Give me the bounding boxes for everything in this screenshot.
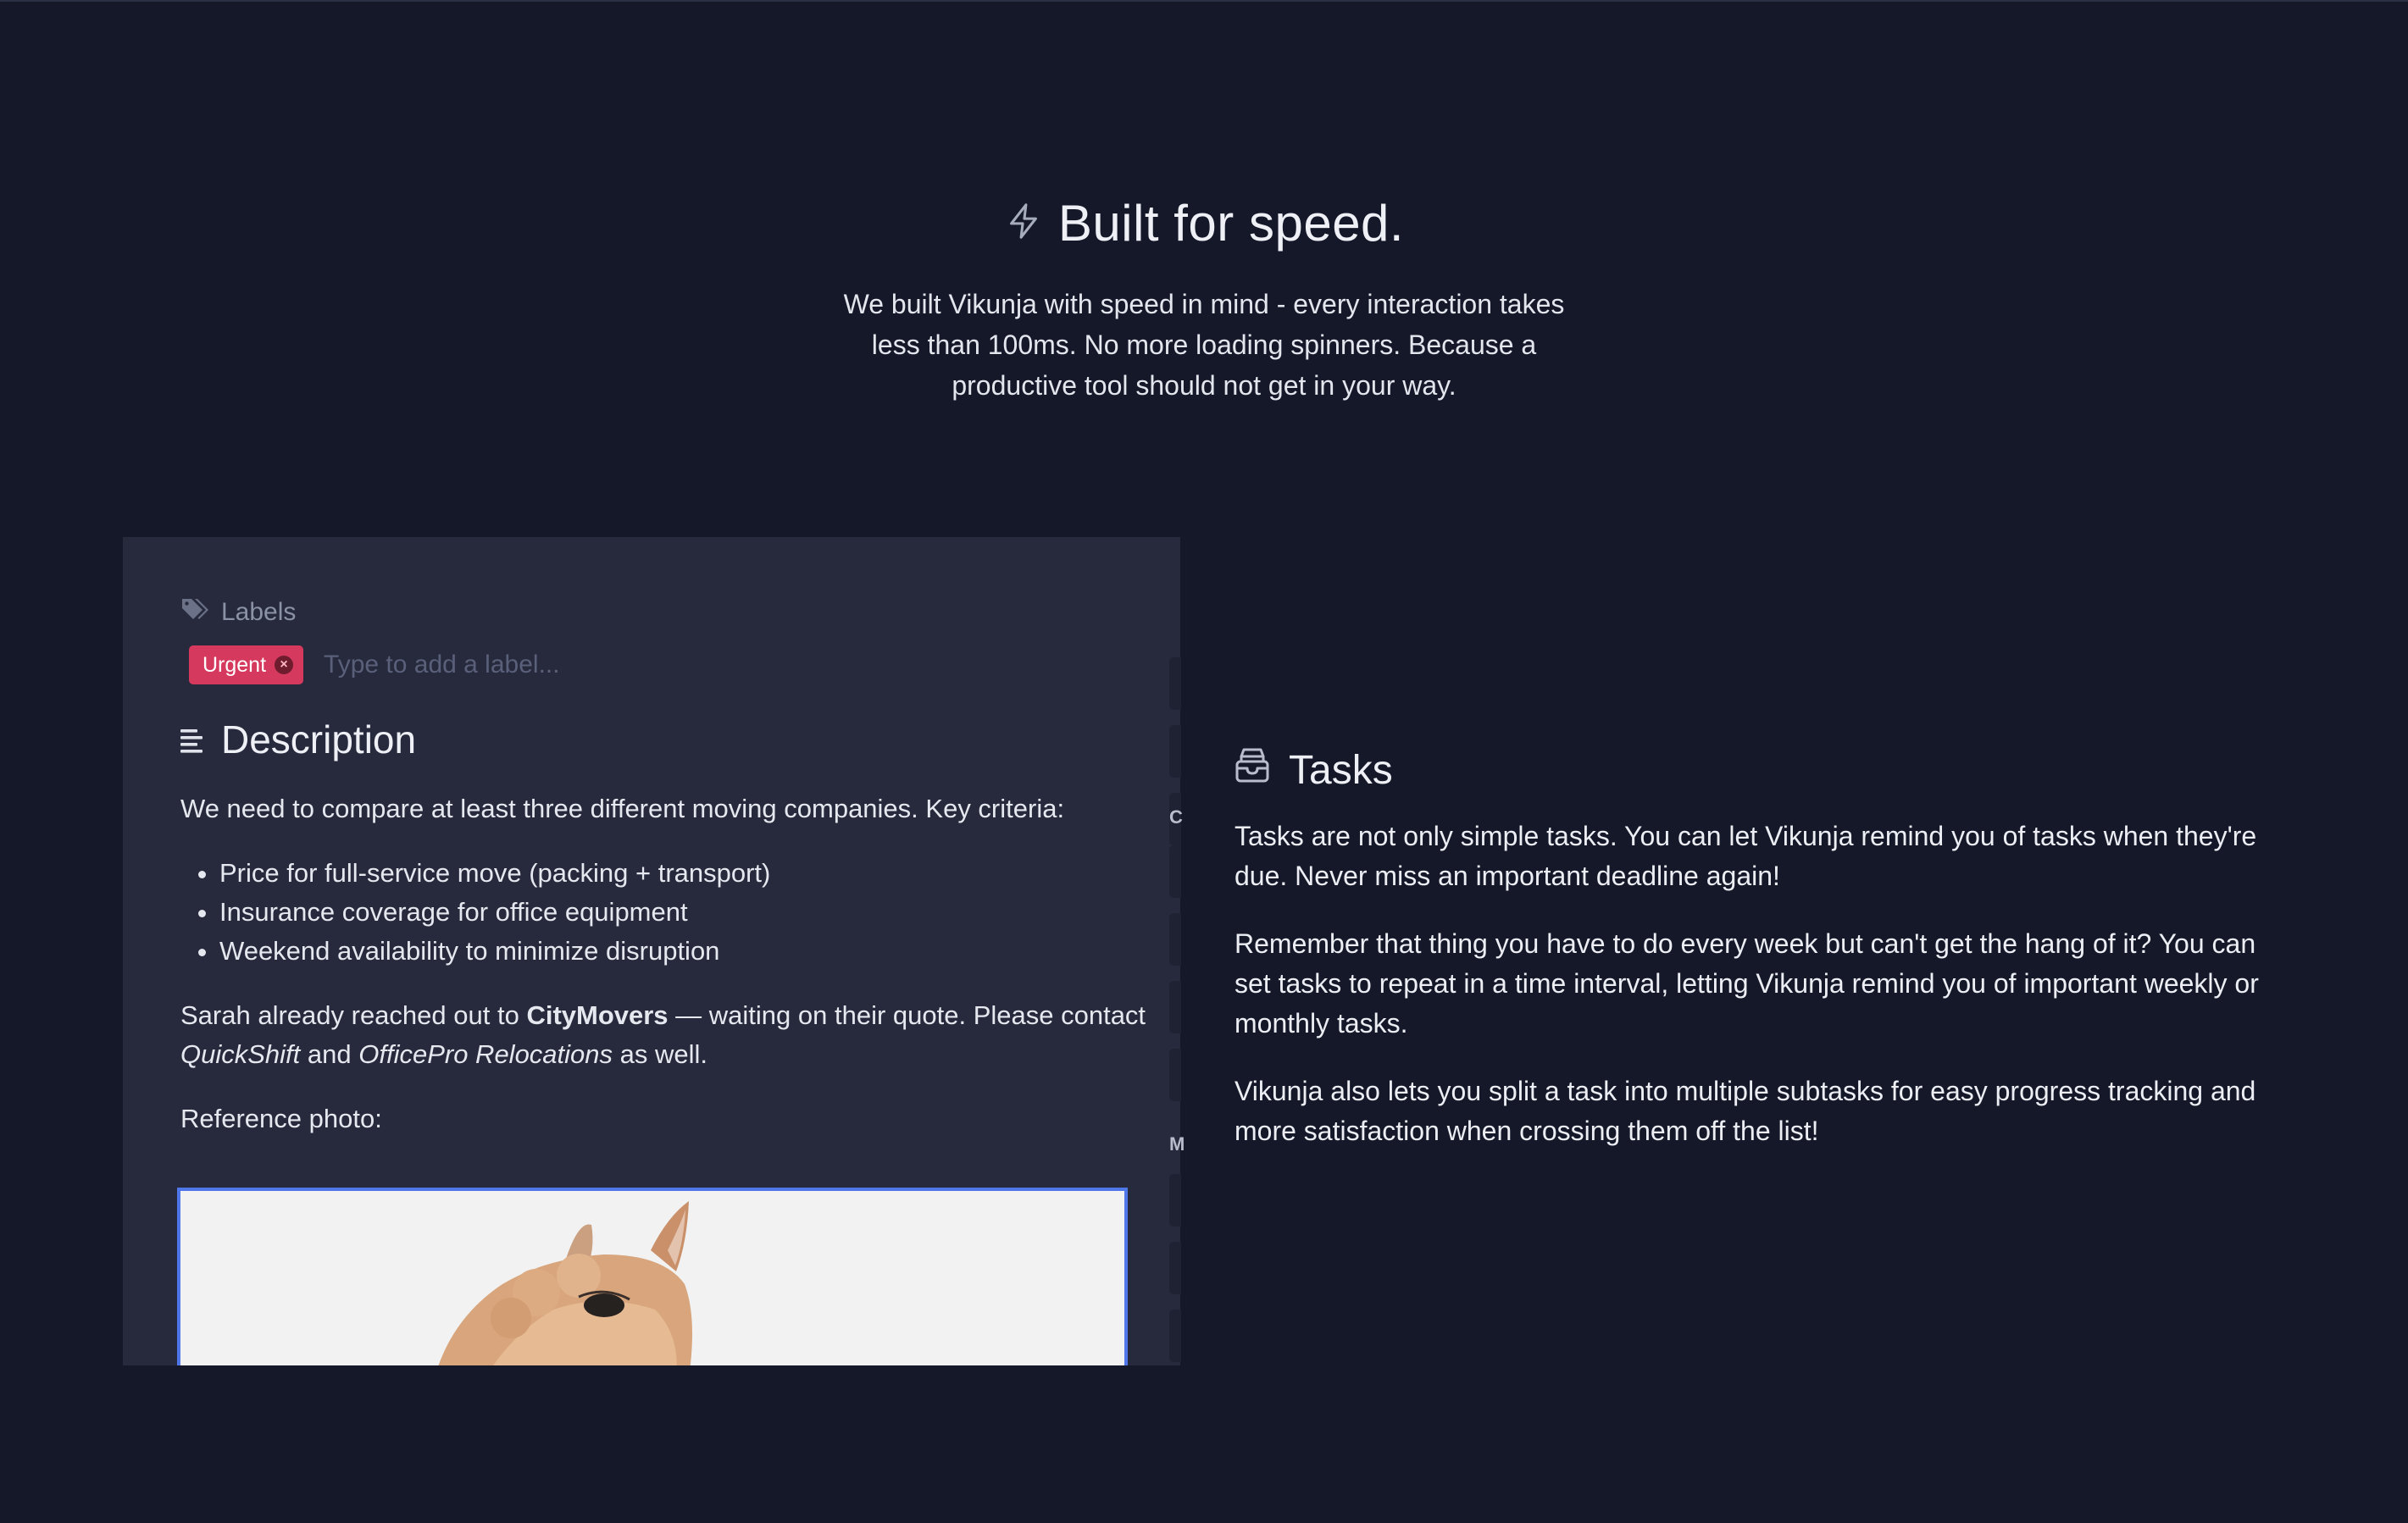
adjacent-panel-edge	[1169, 657, 1181, 1365]
description-editor[interactable]	[180, 789, 1163, 1138]
remove-label-icon[interactable]: ×	[275, 656, 293, 674]
tasks-heading	[1235, 742, 2277, 798]
italic-company-name: OfficePro Relocations	[358, 1039, 613, 1069]
description-heading	[180, 712, 1163, 767]
panel-stub	[1169, 1049, 1181, 1101]
inbox-icon	[1235, 746, 1270, 794]
align-left-icon	[180, 717, 204, 762]
tasks-feature-section	[1235, 742, 2277, 1179]
panel-stub	[1169, 981, 1181, 1033]
panel-stub-letter: M	[1169, 1133, 1185, 1155]
list-item: • Insurance coverage for office equipment	[219, 893, 1163, 932]
tasks-heading-text: Tasks	[1289, 747, 1393, 793]
criteria-list	[180, 854, 1163, 971]
tasks-description	[1235, 817, 2277, 1151]
panel-stub	[1169, 845, 1181, 898]
text-segment: and	[300, 1039, 359, 1069]
task-detail-preview	[123, 537, 1180, 1365]
text-segment: — waiting on their quote. Please contact	[668, 1000, 1146, 1030]
panel-stub-letter: C	[1169, 806, 1183, 828]
panel-stub	[1169, 913, 1181, 966]
text-segment: as well.	[613, 1039, 708, 1069]
panel-stub	[1169, 1242, 1181, 1294]
tasks-paragraph: Remember that thing you have to do every week but can't get the hang of it? You can set tasks to repeat in a time interval, letting Vikunja remind you of important weekly or monthly tasks.	[1235, 928, 2259, 1038]
description-paragraph	[180, 996, 1163, 1074]
labels-heading	[180, 591, 1163, 634]
task-detail-content	[180, 591, 1163, 1164]
description-intro: We need to compare at least three different moving companies. Key criteria:	[180, 794, 1065, 823]
italic-company-name: QuickShift	[180, 1039, 301, 1069]
tasks-paragraph: Vikunja also lets you split a task into multiple subtasks for easy progress tracking and more satisfaction when crossing them off the list!	[1235, 1076, 2256, 1146]
hero-section	[0, 182, 2408, 406]
top-divider	[0, 0, 2408, 2]
hero-title	[1004, 182, 1404, 263]
panel-stub	[1169, 725, 1181, 778]
panel-stub	[1169, 1310, 1181, 1362]
tasks-paragraph: Tasks are not only simple tasks. You can let Vikunja remind you of tasks when they're due. Never miss an important deadline again!	[1235, 821, 2257, 891]
reference-photo[interactable]	[177, 1188, 1128, 1365]
panel-stub	[1169, 1174, 1181, 1227]
labels-editor	[180, 642, 1163, 688]
panel-stub	[1169, 657, 1181, 710]
label-tag-text: Urgent	[203, 652, 267, 677]
description-heading-text: Description	[221, 717, 417, 762]
list-item: • Price for full-service move (packing + transport)	[219, 854, 1163, 893]
hero-title-text: Built for speed.	[1057, 194, 1405, 252]
hero-description: We built Vikunja with speed in mind - every interaction takes less than 100ms. No more loading spinners. Because a productive tool should not get in your way.	[843, 289, 1565, 401]
text-segment: Sarah already reached out to	[180, 1000, 527, 1030]
tags-icon	[180, 596, 209, 629]
label-tag-urgent	[189, 645, 303, 684]
reference-label: Reference photo:	[180, 1104, 382, 1133]
add-label-input[interactable]	[322, 650, 749, 680]
lightning-bolt-icon	[1004, 194, 1043, 252]
labels-heading-text: Labels	[221, 598, 297, 626]
bold-company-name: CityMovers	[526, 1000, 669, 1030]
alpaca-image	[180, 1191, 1124, 1365]
list-item: • Weekend availability to minimize disruption	[219, 932, 1163, 971]
